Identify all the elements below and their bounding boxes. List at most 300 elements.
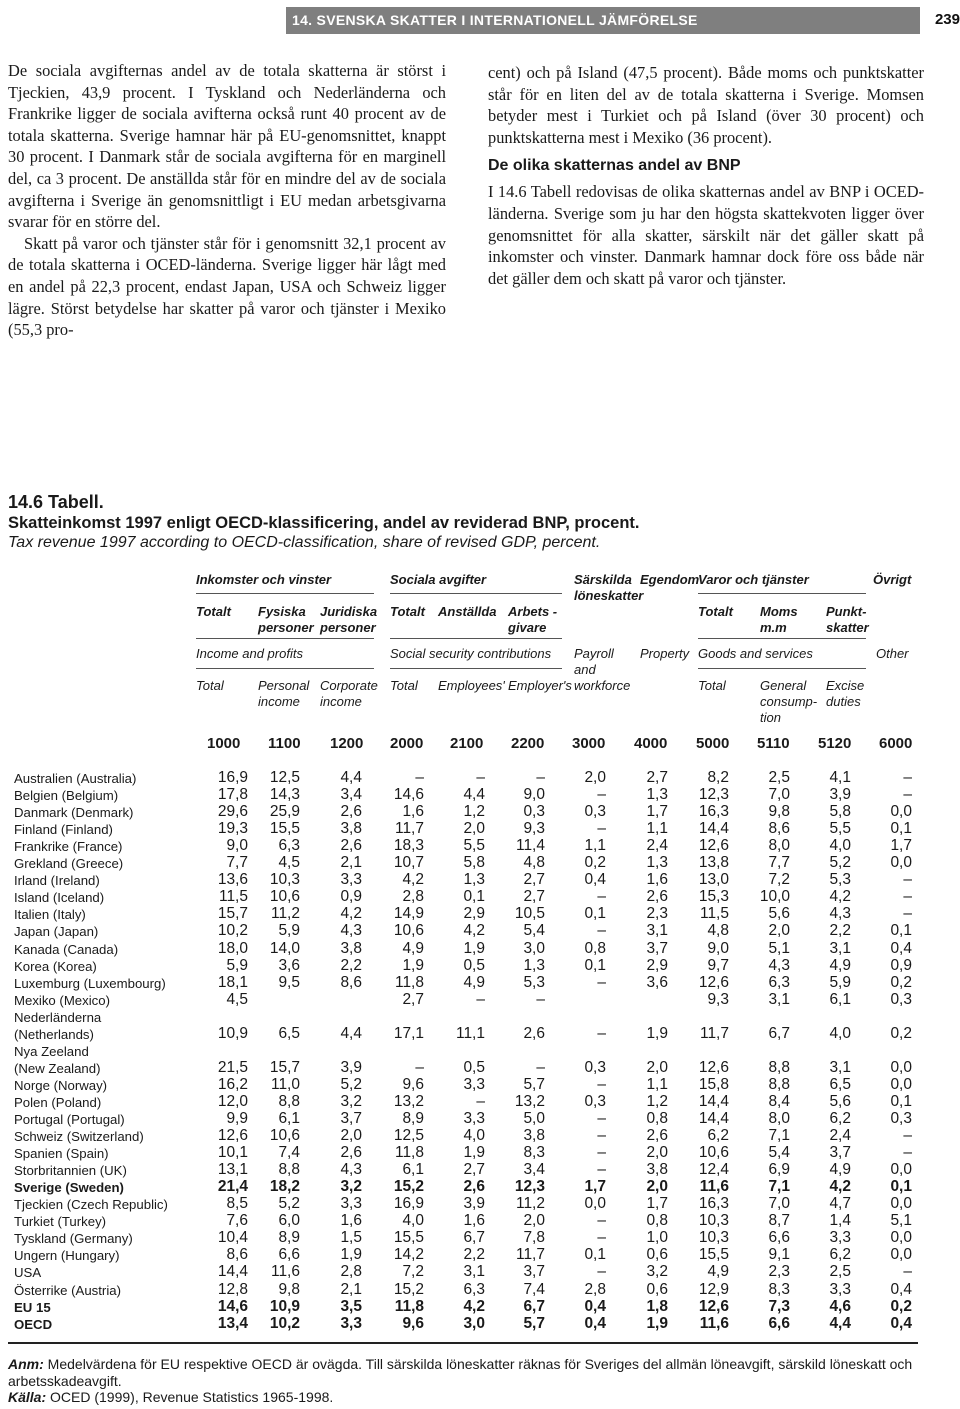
table-cell: 13,2 xyxy=(514,1092,545,1110)
table-cell: 4,0 xyxy=(829,837,851,855)
table-cell: 0,3 xyxy=(584,803,606,821)
table-row-label: Kanada (Canada) xyxy=(14,941,119,957)
paragraph: cent) och på Island (47,5 procent). Både moms och punktskatter står för en liten del av de totala skatterna i Sverige. Momsen betyder mest i Turkiet och på Island (över 30 procent) och punktskatterna mest i Mexiko (36 procent). xyxy=(488,63,924,147)
table-cell: 14,4 xyxy=(217,1263,248,1281)
table-cell: 2,8 xyxy=(402,888,424,906)
table-cell: 1,2 xyxy=(463,803,485,821)
table-cell: 2,0 xyxy=(463,820,485,838)
table-cell: 1,0 xyxy=(646,1229,668,1247)
table-cell: 6,6 xyxy=(768,1314,790,1332)
table-cell: 0,2 xyxy=(584,854,606,872)
group-header: Egendom xyxy=(640,572,700,587)
table-cell: 2,3 xyxy=(646,905,668,923)
table-cell: 8,3 xyxy=(523,1144,545,1162)
table-cell: 1,7 xyxy=(646,803,668,821)
page-number: 239 xyxy=(934,11,960,28)
table-cell: 0,8 xyxy=(646,1110,668,1127)
table-cell: 15,5 xyxy=(698,1246,729,1264)
sub-header: Juridiska personer xyxy=(320,604,378,635)
table-cell: 10,2 xyxy=(269,1314,300,1332)
table-cell: 10,6 xyxy=(393,922,424,940)
rule xyxy=(698,638,866,639)
right-text-column xyxy=(488,62,924,289)
table-cell: 17,1 xyxy=(393,1024,424,1042)
table-row-label: Tjeckien (Czech Republic) xyxy=(14,1197,168,1213)
table-cell: 8,8 xyxy=(768,1058,790,1076)
table-cell: 5,4 xyxy=(768,1144,790,1162)
table-row-label: Schweiz (Switzerland) xyxy=(14,1129,144,1145)
sub-header-en: General consump- tion xyxy=(760,678,818,725)
table-cell: 0,0 xyxy=(890,803,912,821)
table-cell: 0,4 xyxy=(890,1314,912,1332)
table-cell: 10,1 xyxy=(217,1144,248,1162)
table-cell: 15,7 xyxy=(269,1058,300,1076)
table-cell: 2,5 xyxy=(829,1263,851,1281)
left-text-column xyxy=(8,60,446,341)
table-row-label: Storbritannien (UK) xyxy=(14,1163,127,1179)
table-cell: 1,9 xyxy=(340,1246,362,1264)
table-cell: 16,2 xyxy=(217,1075,248,1093)
table-cell: 8,8 xyxy=(278,1161,300,1179)
table-cell: – xyxy=(903,786,912,804)
paragraph: De sociala avgifternas andel av de totala skatterna är störst i Tjeckien, 43,9 procent. I Tyskland och Nederländerna och Frankrike ligger de sociala avifterna också runt 40 procent av de totala skatterna. Sverige hamnar här på EU-genomsnittet, knappt 30 procent. I Danmark står de sociala avgifterna för en marginell del, ca 3 procent. De anställda står för en mindre del av de sociala avgifterna i Sverige än genomsnittligt i EU medan arbetsgivarna svarar för en större del. xyxy=(8,61,446,232)
table-cell: 3,2 xyxy=(646,1263,668,1281)
code-2000: 2000 xyxy=(390,735,424,752)
table-cell: 18,3 xyxy=(393,837,424,855)
table-cell: 2,0 xyxy=(523,1212,545,1230)
table-cell: 6,7 xyxy=(463,1229,485,1247)
table-cell: 8,8 xyxy=(278,1092,300,1110)
table-cell: 3,1 xyxy=(768,990,790,1008)
table-cell: 4,4 xyxy=(463,786,485,804)
table-cell: 14,6 xyxy=(393,786,424,804)
rule xyxy=(698,668,866,669)
rule xyxy=(390,638,562,639)
table-cell: 0,3 xyxy=(890,1110,912,1127)
table-cell: 9,1 xyxy=(768,1246,790,1264)
table-cell: 6,1 xyxy=(829,990,851,1008)
table-cell: 6,9 xyxy=(768,1161,790,1179)
table-cell: 7,1 xyxy=(768,1127,790,1145)
table-cell: 3,2 xyxy=(340,1092,362,1110)
table-cell: 0,1 xyxy=(584,956,606,974)
table-cell: – xyxy=(903,888,912,906)
table-cell: 2,0 xyxy=(768,922,790,940)
table-cell: 0,3 xyxy=(890,990,912,1008)
table-cell: 14,4 xyxy=(698,820,729,838)
table-cell: 9,9 xyxy=(226,1110,248,1127)
sub-header-en: Corporate income xyxy=(320,678,378,709)
table-cell: 6,1 xyxy=(278,1110,300,1127)
table-cell: 1,6 xyxy=(646,871,668,889)
table-cell: 3,3 xyxy=(340,1195,362,1213)
table-cell: 5,5 xyxy=(829,820,851,838)
table-cell: 4,2 xyxy=(340,905,362,923)
table-cell: – xyxy=(597,1110,606,1127)
table-cell: 10,3 xyxy=(698,1212,729,1230)
table-cell: 12,6 xyxy=(698,973,729,991)
table-cell: 5,6 xyxy=(768,905,790,923)
table-cell: 0,1 xyxy=(890,1178,912,1196)
sub-header-en: Total xyxy=(196,678,224,693)
table-cell: 2,5 xyxy=(768,769,790,786)
table-cell: 2,7 xyxy=(523,888,545,906)
table-cell: 16,9 xyxy=(217,769,248,786)
table-cell: – xyxy=(903,1144,912,1162)
table-cell: 5,1 xyxy=(768,939,790,957)
table-cell: – xyxy=(536,769,545,786)
table-cell: – xyxy=(536,1058,545,1076)
table-cell: 0,2 xyxy=(890,1297,912,1315)
table-cell: 2,6 xyxy=(646,888,668,906)
table-cell: 2,7 xyxy=(463,1161,485,1179)
table-cell: 4,0 xyxy=(402,1212,424,1230)
note-label: Anm: xyxy=(8,1356,44,1372)
table-cell: 3,8 xyxy=(340,820,362,838)
table-cell: 2,4 xyxy=(646,837,668,855)
table-cell: 29,6 xyxy=(217,803,248,821)
table-cell: 15,2 xyxy=(393,1178,424,1196)
table-cell: 19,3 xyxy=(217,820,248,838)
sub-header: Arbets -givare xyxy=(508,604,558,635)
table-cell: 10,2 xyxy=(217,922,248,940)
table-cell: 5,7 xyxy=(523,1075,545,1093)
table-cell: 3,4 xyxy=(340,786,362,804)
table-cell: 8,3 xyxy=(768,1280,790,1298)
table-cell: 3,7 xyxy=(829,1144,851,1162)
table-cell: 5,8 xyxy=(463,854,485,872)
table-cell: 4,6 xyxy=(829,1297,851,1315)
table-cell: 14,2 xyxy=(393,1246,424,1264)
table-cell: 3,9 xyxy=(829,786,851,804)
table-cell: 15,3 xyxy=(698,888,729,906)
table-cell: – xyxy=(536,990,545,1008)
table-cell: 12,6 xyxy=(698,1297,729,1315)
table-cell: 5,9 xyxy=(226,956,248,974)
table-cell: 10,4 xyxy=(217,1229,248,1247)
table-cell: 13,0 xyxy=(698,871,729,889)
table-cell: 4,3 xyxy=(340,922,362,940)
table-cell: 21,5 xyxy=(217,1058,248,1076)
table-cell: 6,1 xyxy=(402,1161,424,1179)
table-cell: 14,4 xyxy=(698,1110,729,1127)
table-cell: 5,5 xyxy=(463,837,485,855)
code-4000: 4000 xyxy=(634,735,668,752)
table-cell: 9,0 xyxy=(523,786,545,804)
table-cell: 9,8 xyxy=(768,803,790,821)
table-cell: 10,3 xyxy=(269,871,300,889)
table-cell: 10,7 xyxy=(393,854,424,872)
table-cell: 12,6 xyxy=(698,837,729,855)
sub-header-en: Excise duties xyxy=(826,678,865,709)
table-cell: 4,9 xyxy=(829,1161,851,1179)
table-cell: 1,9 xyxy=(463,1144,485,1162)
table-cell: 5,2 xyxy=(278,1195,300,1213)
table-cell: 1,9 xyxy=(402,956,424,974)
table-caption xyxy=(8,492,948,553)
group-header: Varor och tjänster xyxy=(698,572,809,587)
table-row-label: Island (Iceland) xyxy=(14,890,105,906)
sub-header-en: Employees' xyxy=(438,678,505,693)
table-cell: 0,5 xyxy=(463,956,485,974)
table-cell: 0,2 xyxy=(890,1024,912,1042)
table-cell: – xyxy=(597,888,606,906)
table-cell: 1,7 xyxy=(890,837,912,855)
table-row-label: Australien (Australia) xyxy=(14,771,137,786)
table-row-label: Nya Zeeland xyxy=(14,1043,89,1059)
table-cell: 11,6 xyxy=(699,1314,729,1332)
rule xyxy=(196,668,374,669)
table-cell: 16,3 xyxy=(698,1195,729,1213)
table-cell: 0,0 xyxy=(890,1161,912,1179)
table-cell: 21,4 xyxy=(217,1178,248,1196)
table-source xyxy=(8,1389,928,1406)
group-header: Särskilda löneskatter xyxy=(574,572,644,603)
table-row-label: (New Zealand) xyxy=(14,1060,101,1076)
table-cell: – xyxy=(903,1263,912,1281)
table-cell: 6,2 xyxy=(829,1246,851,1264)
table-row-label: USA xyxy=(14,1265,42,1281)
table-cell: 0,0 xyxy=(890,1229,912,1247)
table-cell: 3,8 xyxy=(340,939,362,957)
table-cell: 0,3 xyxy=(523,803,545,821)
table-cell: 15,5 xyxy=(269,820,300,838)
table-cell: 6,6 xyxy=(278,1246,300,1264)
table-cell: 7,0 xyxy=(768,1195,790,1213)
table-cell: 7,7 xyxy=(226,854,248,872)
table-cell: 10,9 xyxy=(217,1024,248,1042)
table-row-label: (Netherlands) xyxy=(14,1026,94,1042)
table-cell: 2,1 xyxy=(340,854,362,872)
table-cell: – xyxy=(597,1144,606,1162)
table-cell: 14,6 xyxy=(217,1297,248,1315)
table-cell: 2,9 xyxy=(463,905,485,923)
table-cell: 1,9 xyxy=(646,1024,668,1042)
group-header: Övrigt xyxy=(873,572,912,587)
table-cell: 12,0 xyxy=(217,1092,248,1110)
table-cell: – xyxy=(903,905,912,923)
note-text: Medelvärdena för EU respektive OECD är ovägda. Till särskilda löneskatter räknas för Sveriges del allmän löneavgift, särskild löneskatt och arbetsskadeavgift. xyxy=(8,1356,913,1389)
table-row-label: Turkiet (Turkey) xyxy=(14,1214,107,1230)
table-cell: 5,7 xyxy=(523,1314,545,1332)
table-row-label: Österrike (Austria) xyxy=(14,1282,121,1298)
table-cell: 5,3 xyxy=(523,973,545,991)
table-cell: 1,3 xyxy=(646,854,668,872)
group-header-en: Property xyxy=(640,646,690,661)
rule xyxy=(390,593,562,594)
table-cell: 7,2 xyxy=(768,871,790,889)
code-5000: 5000 xyxy=(696,735,730,752)
table-cell: 1,3 xyxy=(523,956,545,974)
table-cell: 11,8 xyxy=(394,973,424,991)
table-cell: – xyxy=(597,1263,606,1281)
table-cell: 8,6 xyxy=(340,973,362,991)
table-cell: 5,6 xyxy=(829,1092,851,1110)
table-row-label: Mexiko (Mexico) xyxy=(14,992,110,1008)
table-cell: 6,2 xyxy=(829,1110,851,1127)
source-text: OCED (1999), Revenue Statistics 1965-1998. xyxy=(50,1389,334,1405)
table-cell: 1,2 xyxy=(646,1092,668,1110)
table-cell: 7,8 xyxy=(523,1229,545,1247)
sub-header: Anställda xyxy=(438,604,497,619)
table-row-label: Danmark (Denmark) xyxy=(14,805,134,821)
group-header-en: Payroll and workforce xyxy=(574,646,631,693)
table-cell: 2,2 xyxy=(463,1246,485,1264)
table-cell: 9,6 xyxy=(402,1075,424,1093)
table-cell: 0,1 xyxy=(890,922,912,940)
table-cell: 3,4 xyxy=(523,1161,545,1179)
table-cell: 3,6 xyxy=(646,973,668,991)
code-6000: 6000 xyxy=(879,735,913,752)
code-3000: 3000 xyxy=(572,735,606,752)
table-cell: 7,0 xyxy=(768,786,790,804)
sub-header-en: Personal income xyxy=(258,678,310,709)
table-cell: 17,8 xyxy=(217,786,248,804)
code-1200: 1200 xyxy=(330,735,364,752)
table-cell: 13,1 xyxy=(217,1161,248,1179)
table-cell: 1,3 xyxy=(646,786,668,804)
table-cell: 2,9 xyxy=(646,956,668,974)
table-cell: 11,5 xyxy=(699,905,729,923)
table-cell: 1,6 xyxy=(340,1212,362,1230)
table-cell: 0,4 xyxy=(890,939,912,957)
table-cell: 11,0 xyxy=(270,1075,300,1093)
table-cell: – xyxy=(597,1075,606,1093)
chapter-title: 14. SVENSKA SKATTER I INTERNATIONELL JÄMFÖRELSE xyxy=(292,12,698,28)
table-cell: 12,6 xyxy=(217,1127,248,1145)
table-cell: – xyxy=(597,1024,606,1042)
table-cell: 4,4 xyxy=(829,1314,851,1332)
table-cell: 9,7 xyxy=(707,956,729,974)
table-cell: 3,7 xyxy=(523,1263,545,1281)
rule xyxy=(698,593,866,594)
table-cell: 3,7 xyxy=(340,1110,362,1127)
table-cell: 12,5 xyxy=(269,769,300,786)
table-cell: 0,0 xyxy=(890,1246,912,1264)
table-cell: 2,6 xyxy=(463,1178,485,1196)
table-cell: 0,4 xyxy=(584,1314,606,1332)
table-cell: 11,7 xyxy=(394,820,424,838)
table-cell: 2,1 xyxy=(340,1280,362,1298)
table-cell: 2,6 xyxy=(523,1024,545,1042)
table-cell: 15,2 xyxy=(393,1280,424,1298)
sub-header: Fysiska personer xyxy=(258,604,314,635)
table-cell: 10,0 xyxy=(759,888,790,906)
table-cell: – xyxy=(903,1127,912,1145)
table-cell: 0,3 xyxy=(584,1058,606,1076)
table-note xyxy=(8,1356,928,1390)
table-cell: 9,3 xyxy=(707,990,729,1008)
table-cell: 8,8 xyxy=(768,1075,790,1093)
sub-header: Totalt xyxy=(698,604,733,619)
table-cell: 1,1 xyxy=(646,1075,668,1093)
table-cell: 3,3 xyxy=(829,1229,851,1247)
sub-header: Totalt xyxy=(390,604,425,619)
table-cell: 4,2 xyxy=(829,1178,851,1196)
table-cell: 1,5 xyxy=(340,1229,362,1247)
table-cell: 4,3 xyxy=(340,1161,362,1179)
table-cell: 8,0 xyxy=(768,837,790,855)
table-cell: 8,9 xyxy=(278,1229,300,1247)
table-cell: 10,6 xyxy=(269,888,300,906)
table-cell: 11,8 xyxy=(394,1297,424,1315)
table-cell: 1,9 xyxy=(646,1314,668,1332)
table-cell: 8,0 xyxy=(768,1110,790,1127)
table-cell: 6,0 xyxy=(278,1212,300,1230)
table-bottom-rule xyxy=(8,1342,918,1344)
table-cell: 3,1 xyxy=(829,1058,851,1076)
table-cell: 4,0 xyxy=(463,1127,485,1145)
table-cell: 2,8 xyxy=(340,1263,362,1281)
table-cell: 12,3 xyxy=(514,1178,545,1196)
table-cell: 7,4 xyxy=(523,1280,545,1298)
table-cell: 4,9 xyxy=(707,1263,729,1281)
table-cell: 1,8 xyxy=(646,1297,668,1315)
table-cell: 12,8 xyxy=(217,1280,248,1298)
table-cell: – xyxy=(597,922,606,940)
table-cell: 6,2 xyxy=(707,1127,729,1145)
table-cell: 11,1 xyxy=(455,1024,485,1042)
table-cell: 11,2 xyxy=(270,905,300,923)
table-cell: 1,3 xyxy=(463,871,485,889)
table-cell: 4,2 xyxy=(829,888,851,906)
table-cell: 2,7 xyxy=(646,769,668,786)
table-cell: 6,5 xyxy=(278,1024,300,1042)
table-row-label: OECD xyxy=(14,1316,53,1332)
code-1000: 1000 xyxy=(207,735,241,752)
table-cell: 2,0 xyxy=(584,769,606,786)
table-cell: 0,5 xyxy=(463,1058,485,1076)
table-cell: 15,7 xyxy=(217,905,248,923)
table-cell: 0,6 xyxy=(646,1280,668,1298)
table-title-sv: Skatteinkomst 1997 enligt OECD-klassificering, andel av reviderad BNP, procent. xyxy=(8,514,640,532)
table-cell: 0,1 xyxy=(584,905,606,923)
table-cell: 9,3 xyxy=(523,820,545,838)
table-cell: 15,8 xyxy=(698,1075,729,1093)
table-cell: 5,3 xyxy=(829,871,851,889)
table-cell: 5,2 xyxy=(829,854,851,872)
table-cell: 10,5 xyxy=(514,905,545,923)
table-cell: 3,6 xyxy=(278,956,300,974)
table-cell: 2,0 xyxy=(646,1144,668,1162)
table-cell: 0,1 xyxy=(463,888,485,906)
table-cell: 7,1 xyxy=(768,1178,790,1196)
table-cell: 1,7 xyxy=(584,1178,606,1196)
table-cell: – xyxy=(476,1092,485,1110)
table-cell: 3,9 xyxy=(463,1195,485,1213)
table-cell: 3,7 xyxy=(646,939,668,957)
table-cell: 6,6 xyxy=(768,1229,790,1247)
sub-header: Moms m.m xyxy=(760,604,798,635)
table-cell: 3,3 xyxy=(829,1280,851,1298)
table-cell: 2,3 xyxy=(768,1263,790,1281)
table-cell: 11,7 xyxy=(515,1246,545,1264)
table-cell: – xyxy=(597,973,606,991)
table-row-label: Portugal (Portugal) xyxy=(14,1112,125,1127)
paragraph: Skatt på varor och tjänster står för i genomsnitt 32,1 procent av de totala skatterna i OCED-länderna. Sverige ligger här lågt med en andel på 22,3 procent, endast Japan, USA och Schweiz ligger lägre. Störst betydelse har skatter på varor och tjänster i Mexiko (55,3 pro- xyxy=(8,233,446,340)
table-cell: 2,2 xyxy=(340,956,362,974)
table-cell: 0,8 xyxy=(584,939,606,957)
table-row-label: Ungern (Hungary) xyxy=(14,1248,120,1264)
table-cell: 10,9 xyxy=(269,1297,300,1315)
table-cell: 5,9 xyxy=(829,973,851,991)
table-cell: 0,0 xyxy=(584,1195,606,1213)
sub-header-en: Total xyxy=(698,678,726,693)
table-row-label: Polen (Poland) xyxy=(14,1094,102,1110)
table-cell: 25,9 xyxy=(269,803,300,821)
table-cell: 3,9 xyxy=(340,1058,362,1076)
table-cell: 1,1 xyxy=(584,837,606,855)
